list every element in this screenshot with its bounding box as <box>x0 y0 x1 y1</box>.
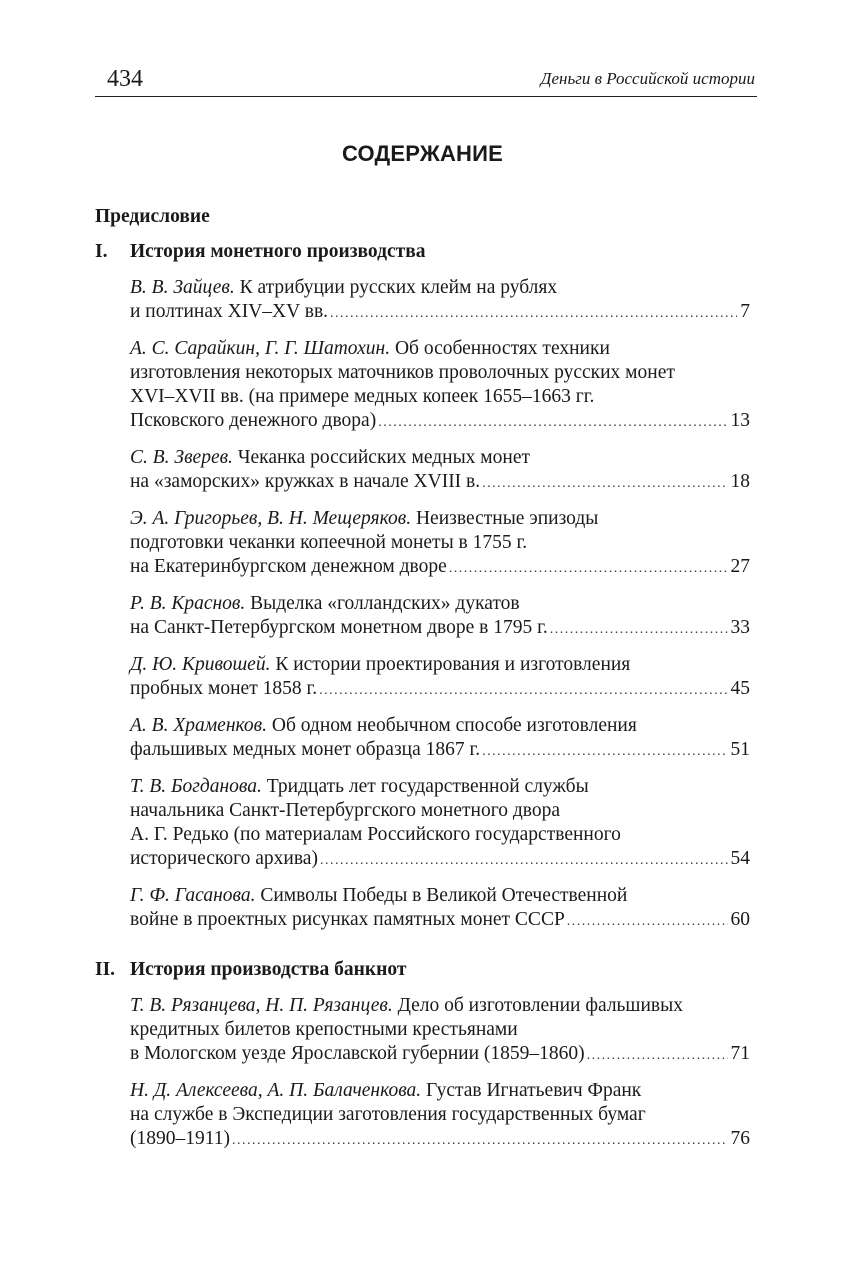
entry-title-line: Неизвестные эпизоды <box>415 508 599 529</box>
toc-entry[interactable] <box>95 714 750 764</box>
entry-line-text <box>130 908 565 932</box>
entry-line-text <box>130 738 480 762</box>
entry-title-line: и полтинах XIV–XV вв. <box>130 301 329 322</box>
dot-leader <box>319 679 727 703</box>
section-title: История монетного производства <box>130 241 426 262</box>
entry-title-line: Дело об изготовлении фальшивых <box>397 995 683 1016</box>
entry-title-line: К атрибуции русских клейм на рублях <box>239 277 558 298</box>
dot-leader <box>482 472 727 496</box>
toc-section-heading[interactable] <box>95 958 750 982</box>
entry-line-text <box>130 300 328 324</box>
toc-entry[interactable] <box>95 507 750 581</box>
entry-author: Т. В. Рязанцева, Н. П. Рязанцев. <box>130 995 393 1016</box>
entry-line <box>130 653 750 677</box>
entry-line <box>130 884 750 908</box>
entry-line <box>130 361 750 385</box>
entry-title-line: в Мологском уезде Ярославской губернии (1859–1860) <box>130 1043 585 1064</box>
dot-leader <box>482 740 727 764</box>
entry-page-number: 71 <box>730 1043 750 1064</box>
entry-line <box>130 775 750 799</box>
toc-entry[interactable] <box>95 592 750 642</box>
entry-line <box>130 1103 750 1127</box>
entry-title-line: Псковского денежного двора) <box>130 410 377 431</box>
toc-entry[interactable] <box>95 1079 750 1153</box>
dot-leader <box>330 302 737 326</box>
entry-page-number: 60 <box>730 909 750 930</box>
entry-title-line: (1890–1911) <box>130 1128 231 1149</box>
entry-line <box>130 385 750 409</box>
entry-title-line: А. Г. Редько (по материалам Российского государственного <box>130 824 621 845</box>
page-title: СОДЕРЖАНИЕ <box>341 141 504 166</box>
entry-author: Г. Ф. Гасанова. <box>130 885 256 906</box>
entry-last-line <box>130 908 750 934</box>
dot-leader <box>550 618 728 642</box>
entry-page-number: 13 <box>730 410 750 431</box>
entry-line-text <box>130 1127 230 1151</box>
toc-preface[interactable]: Предисловие <box>95 206 210 227</box>
entry-line <box>130 994 750 1018</box>
entry-title-line: кредитных билетов крепостными крестьянами <box>130 1019 518 1040</box>
entry-author: В. В. Зайцев. <box>130 277 235 298</box>
entry-last-line <box>130 555 750 581</box>
entry-title-line: начальника Санкт-Петербургского монетного двора <box>130 800 561 821</box>
toc-entry[interactable] <box>95 775 750 873</box>
page-header <box>95 64 757 97</box>
entry-last-line <box>130 300 750 326</box>
entry-line <box>130 276 750 300</box>
entry-page-number: 76 <box>730 1128 750 1149</box>
entry-line <box>130 446 750 470</box>
entry-line <box>130 531 750 555</box>
toc-entry[interactable] <box>95 884 750 934</box>
dot-leader <box>449 557 728 581</box>
entry-author: А. В. Храменков. <box>130 715 267 736</box>
entry-page-number: 27 <box>730 556 750 577</box>
section-number: II. <box>95 959 116 980</box>
entry-title-line: на Санкт-Петербургском монетном дворе в 1795 г. <box>130 617 548 638</box>
entry-line <box>130 799 750 823</box>
entry-title-line: войне в проектных рисунках памятных монет СССР <box>130 909 565 930</box>
entry-line <box>130 507 750 531</box>
entry-line-text <box>130 847 318 871</box>
entry-author: Э. А. Григорьев, В. Н. Мещеряков. <box>130 508 412 529</box>
entry-author: Т. В. Богданова. <box>130 776 262 797</box>
dot-leader <box>567 910 728 934</box>
entry-author: А. С. Сарайкин, Г. Г. Шатохин. <box>130 338 391 359</box>
entry-title-line: пробных монет 1858 г. <box>130 678 318 699</box>
entry-author: С. В. Зверев. <box>130 447 233 468</box>
entry-line-text <box>130 409 376 433</box>
entry-line <box>130 1018 750 1042</box>
entry-title-line: XVI–XVII вв. (на примере медных копеек 1655–1663 гг. <box>130 386 595 407</box>
entry-author: Д. Ю. Кривошей. <box>130 654 271 675</box>
entry-line-text <box>130 677 317 701</box>
toc-section-heading[interactable] <box>95 240 750 264</box>
entry-line-text <box>130 470 480 494</box>
entry-title-line: на Екатеринбургском денежном дворе <box>130 556 447 577</box>
entry-title-line: К истории проектирования и изготовления <box>275 654 631 675</box>
entry-page-number: 33 <box>730 617 750 638</box>
page-number: 434 <box>107 66 143 92</box>
entry-title-line: Символы Победы в Великой Отечественной <box>260 885 628 906</box>
table-of-contents <box>95 205 750 1164</box>
entry-last-line <box>130 677 750 703</box>
entry-title-line: изготовления некоторых маточников проволочных русских монет <box>130 362 675 383</box>
toc-entry[interactable] <box>95 337 750 435</box>
entry-last-line <box>130 409 750 435</box>
entry-page-number: 7 <box>740 301 750 322</box>
entry-line-text <box>130 555 447 579</box>
toc-entry[interactable] <box>95 276 750 326</box>
entry-last-line <box>130 1042 750 1068</box>
entry-last-line <box>130 847 750 873</box>
entry-title-line: подготовки чеканки копеечной монеты в 1755 г. <box>130 532 528 553</box>
entry-line <box>130 592 750 616</box>
dot-leader <box>378 411 727 435</box>
entry-page-number: 51 <box>730 739 750 760</box>
entry-title-line: фальшивых медных монет образца 1867 г. <box>130 739 481 760</box>
entry-line <box>130 1079 750 1103</box>
entry-last-line <box>130 1127 750 1153</box>
entry-page-number: 45 <box>730 678 750 699</box>
toc-entry[interactable] <box>95 653 750 703</box>
section-number: I. <box>95 241 108 262</box>
entry-last-line <box>130 738 750 764</box>
section-title: История производства банкнот <box>130 959 407 980</box>
entry-page-number: 54 <box>730 848 750 869</box>
entry-title-line: Об одном необычном способе изготовления <box>271 715 637 736</box>
toc-entry[interactable] <box>95 994 750 1068</box>
entry-title-line: на «заморских» кружках в начале XVIII в. <box>130 471 481 492</box>
entry-title-line: Тридцать лет государственной службы <box>266 776 589 797</box>
dot-leader <box>320 849 728 873</box>
entry-author: Р. В. Краснов. <box>130 593 246 614</box>
entry-title-line: Густав Игнатьевич Франк <box>426 1080 642 1101</box>
entry-last-line <box>130 616 750 642</box>
dot-leader <box>587 1044 728 1068</box>
entry-author: Н. Д. Алексеева, А. П. Балаченкова. <box>130 1080 422 1101</box>
entry-line <box>130 823 750 847</box>
entry-page-number: 18 <box>730 471 750 492</box>
entry-last-line <box>130 470 750 496</box>
entry-title-line: Об особенностях техники <box>394 338 610 359</box>
entry-title-line: Выделка «голландских» дукатов <box>250 593 520 614</box>
entry-title-line: Чеканка российских медных монет <box>237 447 530 468</box>
running-title: Деньги в Российской истории <box>540 69 755 88</box>
entry-title-line: исторического архива) <box>130 848 318 869</box>
toc-entry[interactable] <box>95 446 750 496</box>
entry-line-text <box>130 616 548 640</box>
entry-line <box>130 714 750 738</box>
entry-line <box>130 337 750 361</box>
entry-title-line: на службе в Экспедиции заготовления государственных бумаг <box>130 1104 646 1125</box>
dot-leader <box>232 1129 727 1153</box>
entry-line-text <box>130 1042 585 1066</box>
